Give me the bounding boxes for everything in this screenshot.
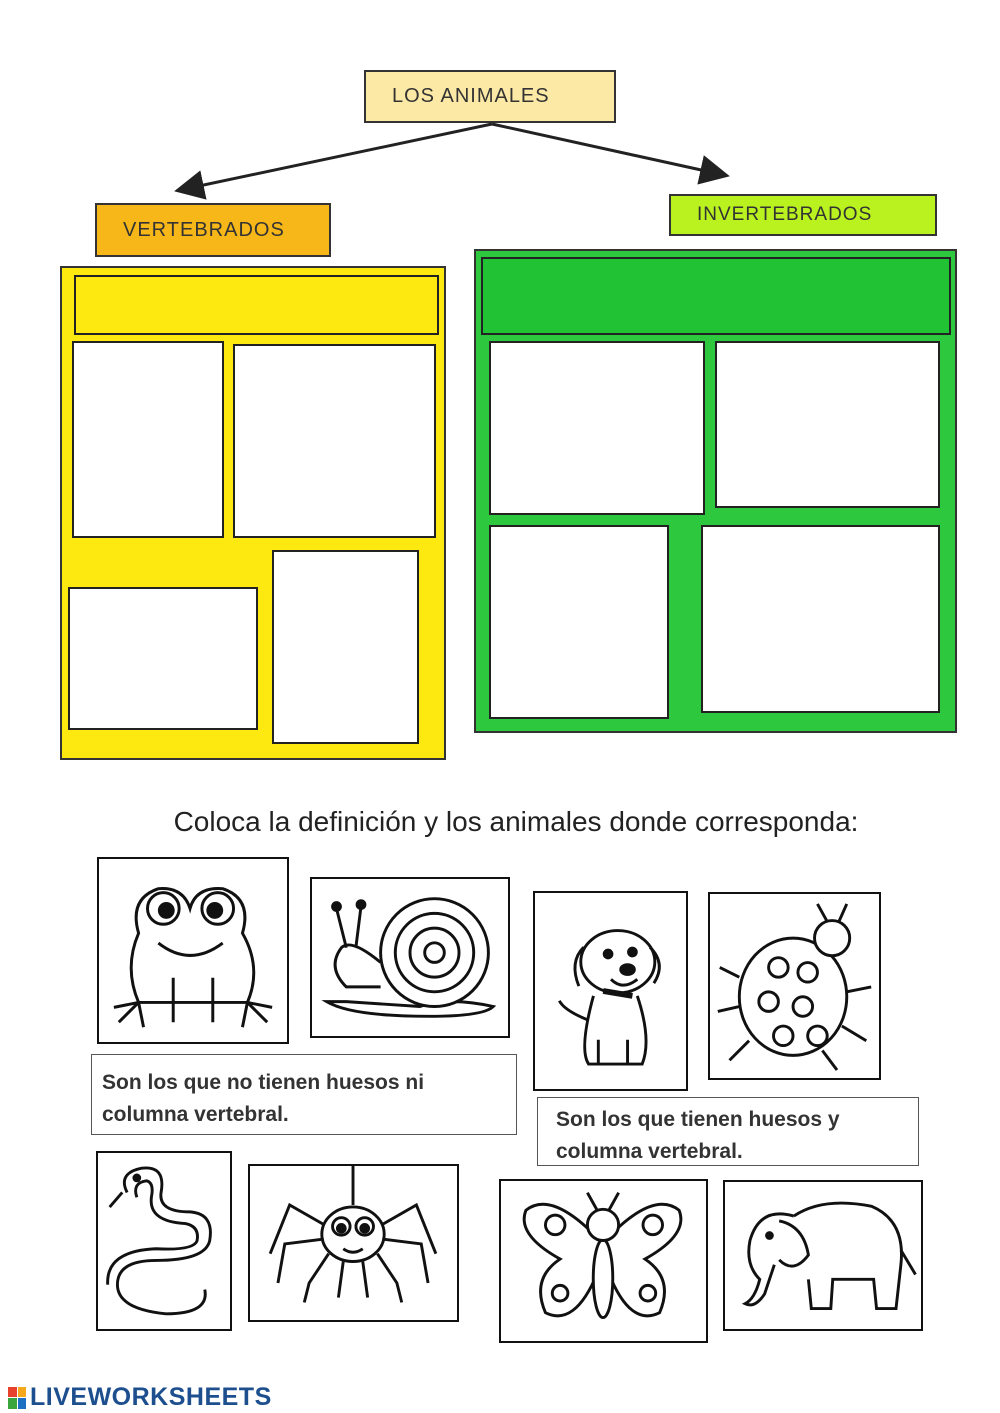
vertebrados-dropzone-4[interactable] (272, 550, 419, 744)
vertebrados-label (95, 203, 331, 257)
vertebrados-label-text: VERTEBRADOS (123, 218, 285, 241)
instruction-text: Coloca la definición y los animales donde corresponda: (173, 806, 859, 837)
puppy-card[interactable] (533, 891, 688, 1091)
invertebrados-dropzone-3[interactable] (489, 525, 669, 719)
invertebrados-dropzone-2[interactable] (715, 341, 940, 508)
logo-text: LIVEWORKSHEETS (30, 1383, 272, 1411)
snake-icon (98, 1153, 230, 1329)
frog-icon (99, 859, 287, 1042)
invertebrados-label (669, 194, 937, 236)
butterfly-card[interactable] (499, 1179, 708, 1343)
arrow-to-invertebrados (492, 124, 724, 175)
logo-mark-icon (8, 1387, 26, 1409)
butterfly-icon (501, 1181, 706, 1341)
invertebrados-dropzone-1[interactable] (489, 341, 705, 515)
vertebrados-definition-dropzone[interactable] (74, 275, 439, 335)
diagram-title-text: LOS ANIMALES (392, 85, 550, 107)
invertebrados-definition-dropzone[interactable] (481, 257, 951, 335)
definition-card-with-bones[interactable] (537, 1097, 919, 1166)
vertebrados-dropzone-1[interactable] (72, 341, 224, 538)
definition-with-bones-text: Son los que tienen huesos y columna vertebral. (556, 1108, 840, 1163)
spider-icon (250, 1166, 457, 1320)
invertebrados-label-text: INVERTEBRADOS (697, 204, 873, 225)
elephant-icon (725, 1182, 921, 1329)
snail-icon (312, 879, 508, 1036)
liveworksheets-logo (8, 1383, 272, 1412)
ladybug-card[interactable] (708, 892, 881, 1080)
snail-card[interactable] (310, 877, 510, 1038)
vertebrados-dropzone-2[interactable] (233, 344, 436, 538)
frog-card[interactable] (97, 857, 289, 1044)
snake-card[interactable] (96, 1151, 232, 1331)
ladybug-icon (710, 894, 879, 1078)
definition-card-no-bones[interactable] (91, 1054, 517, 1135)
spider-card[interactable] (248, 1164, 459, 1322)
puppy-icon (535, 893, 686, 1089)
arrow-to-vertebrados (180, 124, 492, 190)
elephant-card[interactable] (723, 1180, 923, 1331)
invertebrados-dropzone-4[interactable] (701, 525, 940, 713)
vertebrados-dropzone-3[interactable] (68, 587, 258, 730)
definition-no-bones-text: Son los que no tienen huesos ni columna vertebral. (102, 1071, 425, 1126)
